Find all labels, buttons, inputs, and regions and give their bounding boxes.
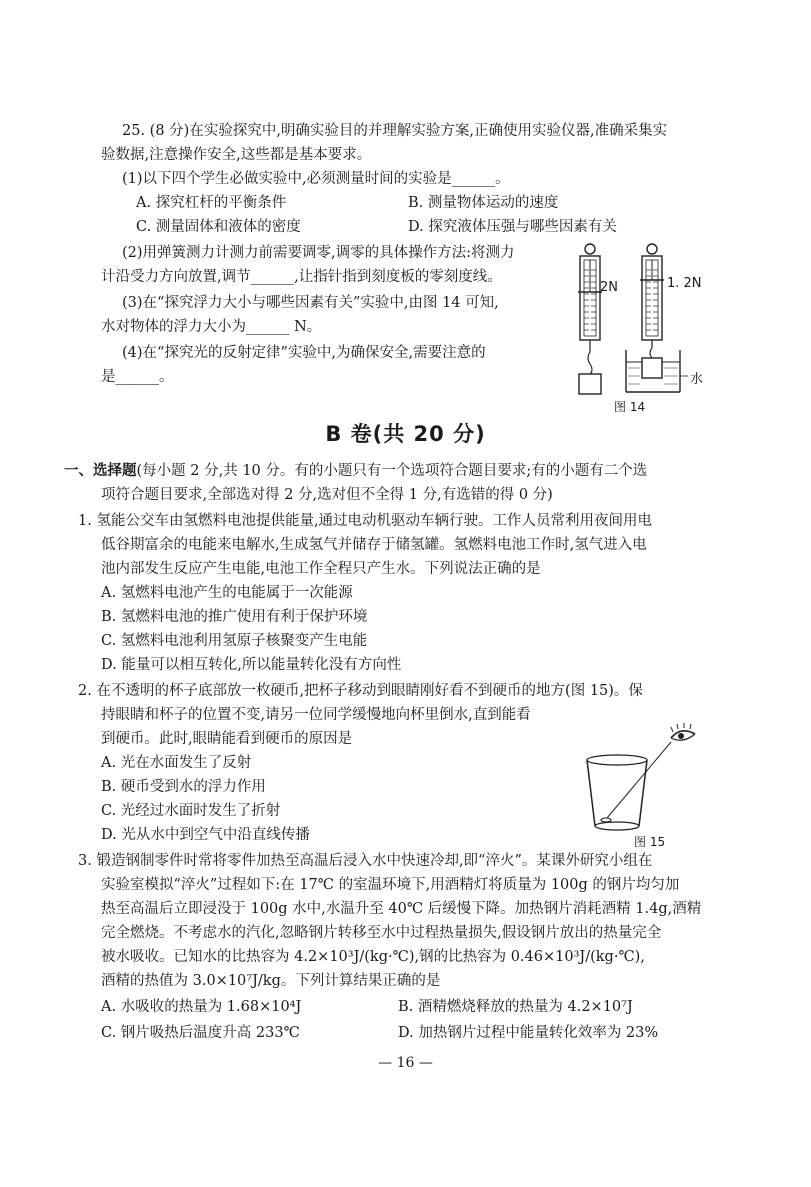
q3-option-a: A. 水吸收的热量为 1.68×10⁴J	[101, 999, 302, 1015]
q1-option-d: D. 能量可以相互转化,所以能量转化没有方向性	[101, 657, 402, 673]
q2-line-2: 持眼睛和杯子的位置不变,请另一位同学缓慢地向杯里倒水,直到能看	[101, 707, 531, 723]
q25-part-4-line-2: 是______。	[101, 369, 174, 385]
q3-line-3: 热至高温后立即浸没于 100g 水中,水温升至 40℃ 后缓慢下降。加热钢片消耗酒精 1.4g,酒精	[101, 901, 702, 917]
q2-option-a: A. 光在水面发生了反射	[101, 755, 252, 771]
q25-line-1: 25. (8 分)在实验探究中,明确实验目的并理解实验方案,正确使用实验仪器,准确采集实	[122, 123, 668, 139]
q25-part-4-line-1: (4)在“探究光的反射定律”实验中,为确保安全,需要注意的	[122, 345, 486, 361]
q25-part-2-line-1: (2)用弹簧测力计测力前需要调零,调零的具体操作方法:将测力	[122, 245, 515, 261]
q25-option-a: A. 探究杠杆的平衡条件	[136, 195, 287, 211]
q25-part-3-line-2: 水对物体的浮力大小为______ N。	[101, 319, 322, 335]
q25-part-1: (1)以下四个学生必做实验中,必须测量时间的实验是______。	[122, 171, 510, 187]
q25-part-3-line-1: (3)在“探究浮力大小与哪些因素有关”实验中,由图 14 可知,	[122, 295, 499, 311]
q3-line-1: 3. 锻造钢制零件时常将零件加热至高温后浸入水中快速冷却,即“淬火”。某课外研究小组在	[78, 853, 653, 869]
q3-line-4: 完全燃烧。不考虑水的汽化,忽略钢片转移至水中过程热量损失,假设钢片放出的热量完全	[101, 925, 662, 941]
q2-option-b: B. 硬币受到水的浮力作用	[101, 779, 266, 795]
q25-line-2: 验数据,注意操作安全,这些都是基本要求。	[101, 147, 372, 163]
q25-option-b: B. 测量物体运动的速度	[408, 195, 559, 211]
q2-line-3: 到硬币。此时,眼睛能看到硬币的原因是	[101, 731, 353, 747]
q3-option-b: B. 酒精燃烧释放的热量为 4.2×10⁷J	[398, 999, 633, 1015]
page-number: — 16 —	[378, 1055, 433, 1071]
q2-option-c: C. 光经过水面时发生了折射	[101, 803, 281, 819]
section-b-instructions-line-1	[64, 460, 647, 482]
figure-15-cup-and-eye	[585, 712, 715, 842]
q3-option-c: C. 钢片吸热后温度升高 233℃	[101, 1025, 300, 1041]
section-b-header-bold: 一、选择题	[64, 462, 137, 479]
figure-15-caption: 图 15	[634, 835, 666, 849]
section-b-header-rest: (每小题 2 分,共 10 分。有的小题只有一个选项符合题目要求;有的小题有二个选	[136, 463, 648, 479]
section-b-instructions-line-2: 项符合题目要求,全部选对得 2 分,选对但不全得 1 分,有选错的得 0 分)	[101, 487, 553, 503]
q3-line-5: 被水吸收。已知水的比热容为 4.2×10³J/(kg·℃),钢的比热容为 0.46×10³J/(kg·℃),	[101, 949, 645, 965]
q3-option-d: D. 加热钢片过程中能量转化效率为 23%	[398, 1025, 659, 1041]
q1-option-a: A. 氢燃料电池产生的电能属于一次能源	[101, 585, 353, 601]
q1-option-c: C. 氢燃料电池利用氢原子核聚变产生电能	[101, 633, 368, 649]
figure-14-label-right: 1. 2N	[667, 276, 702, 291]
q1-line-1: 1. 氢能公交车由氢燃料电池提供能量,通过电动机驱动车辆行驶。工作人员常利用夜间用电	[78, 513, 653, 529]
q25-option-d: D. 探究液体压强与哪些因素有关	[408, 219, 617, 235]
q3-line-6: 酒精的热值为 3.0×10⁷J/kg。下列计算结果正确的是	[101, 973, 441, 989]
section-b-title: B 卷(共 20 分)	[325, 422, 486, 446]
q1-line-3: 池内部发生反应产生电能,电池工作全程只产生水。下列说法正确的是	[101, 561, 541, 577]
q2-line-1: 2. 在不透明的杯子底部放一枚硬币,把杯子移动到眼睛刚好看不到硬币的地方(图 15)。保	[78, 683, 643, 699]
figure-14-label-water: 水	[690, 372, 704, 387]
q1-option-b: B. 氢燃料电池的推广使用有利于保护环境	[101, 609, 368, 625]
q25-option-c: C. 测量固体和液体的密度	[136, 219, 301, 235]
q3-line-2: 实验室模拟“淬火”过程如下:在 17℃ 的室温环境下,用酒精灯将质量为 100g 的钢片均匀加	[101, 877, 680, 893]
figure-14-caption: 图 14	[614, 400, 646, 414]
figure-14-label-left: 2N	[600, 280, 618, 295]
q1-line-2: 低谷期富余的电能来电解水,生成氢气并储存于储氢罐。氢燃料电池工作时,氢气进入电	[101, 537, 647, 553]
q25-part-2-line-2: 计沿受力方向放置,调节______,让指针指到刻度板的零刻度线。	[101, 269, 502, 285]
q2-option-d: D. 光从水中到空气中沿直线传播	[101, 827, 310, 843]
